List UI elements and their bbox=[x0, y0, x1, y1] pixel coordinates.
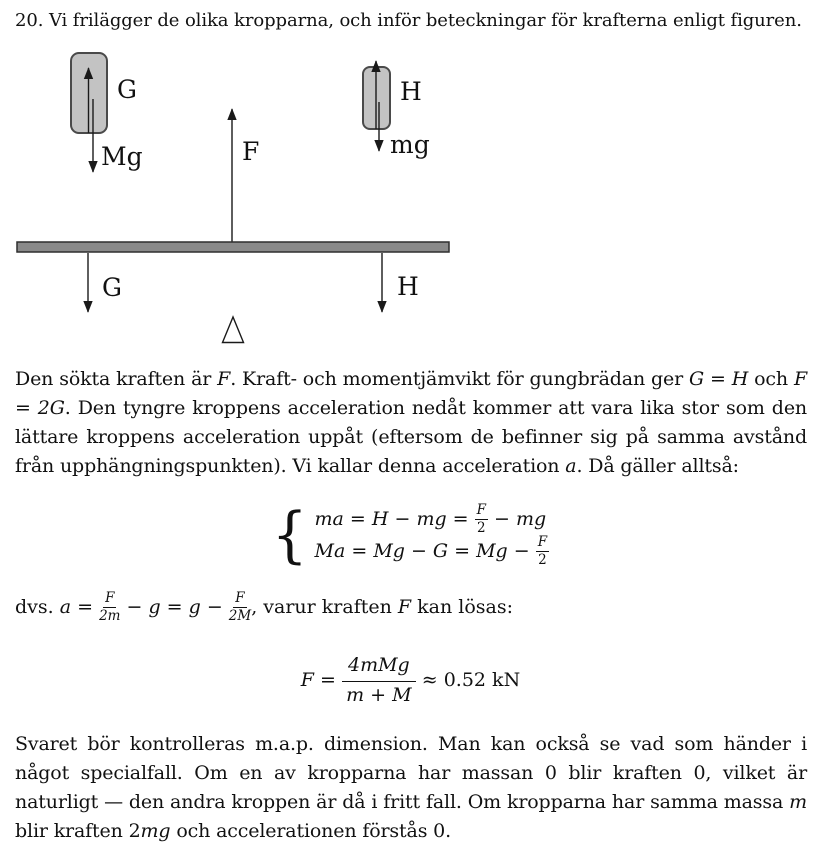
math-inline: F = 2G bbox=[15, 368, 808, 419]
derivation-line bbox=[15, 588, 513, 626]
fraction-F-over-2 bbox=[475, 503, 488, 535]
text-run: . Då gäller alltså: bbox=[576, 455, 739, 477]
eq2-lhs: Ma = Mg − G = Mg − bbox=[314, 540, 536, 563]
final-equation bbox=[0, 653, 821, 708]
fraction-F-over-2m bbox=[99, 591, 120, 623]
math-inline: m bbox=[789, 791, 807, 813]
force-label-F: F bbox=[242, 137, 260, 166]
paragraph-verification bbox=[15, 730, 807, 846]
math-inline: mg bbox=[140, 820, 171, 842]
seesaw-bar bbox=[17, 242, 449, 252]
fraction-denominator: 2 bbox=[477, 519, 486, 536]
dvs-closing-text: kan lösas: bbox=[411, 596, 513, 618]
math-inline: F bbox=[217, 368, 231, 390]
force-label-G-bar: G bbox=[102, 273, 122, 302]
fraction-denominator: 2m bbox=[99, 607, 121, 624]
fraction-denominator: 2M bbox=[228, 607, 252, 624]
fraction-numerator: F bbox=[105, 589, 115, 606]
free-body-diagram bbox=[0, 45, 470, 355]
fulcrum-triangle bbox=[223, 317, 244, 343]
fraction-F-over-2M bbox=[229, 591, 251, 623]
fraction-denominator: m + M bbox=[346, 684, 412, 706]
equation-row-2 bbox=[315, 536, 550, 568]
force-label-H-bar: H bbox=[397, 272, 419, 301]
final-lhs: F = bbox=[300, 669, 342, 691]
force-label-mg: mg bbox=[390, 130, 430, 159]
dvs-middle: − g = g − bbox=[120, 596, 229, 618]
paragraph-equilibrium bbox=[15, 365, 807, 481]
equation-system bbox=[0, 500, 821, 571]
math-inline: a bbox=[565, 455, 577, 477]
fraction-numerator: F bbox=[476, 502, 486, 518]
fraction-denominator: 2 bbox=[538, 551, 547, 568]
fraction-4mMg-over-m-plus-M bbox=[342, 654, 416, 708]
eq1-lhs: ma = H − mg = bbox=[314, 508, 475, 531]
fraction-numerator: F bbox=[235, 589, 245, 606]
fraction-numerator: F bbox=[537, 534, 548, 551]
text-run: och bbox=[748, 368, 794, 390]
force-label-G-body: G bbox=[117, 75, 137, 104]
text-run: Den sökta kraften är bbox=[15, 368, 218, 390]
force-label-Mg: Mg bbox=[101, 142, 143, 171]
text-run: . Kraft- och momentjämvikt för gungbrädan ger bbox=[230, 368, 690, 390]
brace-icon: { bbox=[271, 500, 308, 571]
dvs-F-symbol: F bbox=[397, 596, 412, 618]
eq1-rhs: − mg bbox=[488, 508, 547, 531]
fraction-F-over-2 bbox=[536, 535, 549, 567]
fraction-numerator: 4mMg bbox=[342, 654, 416, 682]
text-run: blir kraften 2 bbox=[15, 820, 141, 842]
dvs-post-text: , varur kraften bbox=[251, 596, 398, 618]
dvs-a-equals: a = bbox=[59, 596, 100, 618]
final-result: ≈ 0.52 kN bbox=[415, 669, 521, 691]
force-label-H-body: H bbox=[400, 77, 422, 106]
math-inline: G = H bbox=[689, 368, 749, 390]
text-run: Svaret bör kontrolleras m.a.p. dimension. Man kan också se vad som händer i något specialfall. Om en av kropparna har massan 0 blir kraften 0, vilket är naturligt — den andra kroppen är då i fritt fall. Om kropparna har samma massa bbox=[15, 733, 807, 813]
equation-rows bbox=[315, 504, 550, 568]
text-run: och accelerationen förstås 0. bbox=[170, 820, 452, 842]
problem-title: 20. Vi frilägger de olika kropparna, och inför beteckningar för krafterna enligt figuren. bbox=[15, 10, 802, 31]
dvs-text: dvs. bbox=[15, 596, 60, 618]
text-run: . Den tyngre kroppens acceleration nedåt kommer att vara lika stor som den lättare kroppens acceleration uppåt (eftersom de befinner sig på samma avstånd från upphängningspunkten). Vi kallar denna acceleration bbox=[15, 397, 807, 477]
equation-row-1 bbox=[315, 504, 547, 536]
